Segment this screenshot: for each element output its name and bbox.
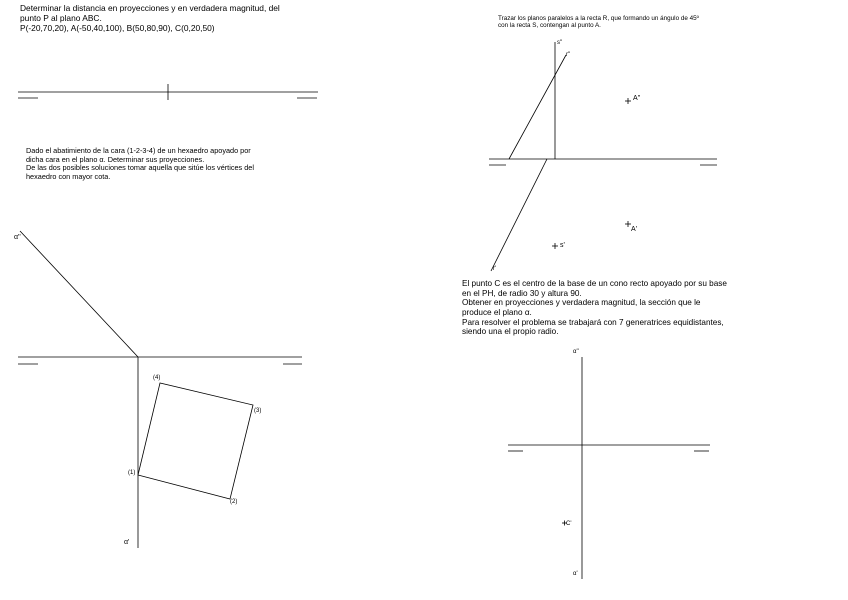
- p2-line-r-vertical: [509, 55, 566, 159]
- p4-label-C1: C': [566, 521, 572, 527]
- problem-2-line: Trazar los planos paralelos a la recta R, que formando un ángulo de 45º: [498, 15, 699, 22]
- p3-face-1-2-3-4: [138, 383, 253, 499]
- problem-1-line: P(-20,70,20), A(-50,40,100), B(50,80,90), C(0,20,50): [20, 22, 215, 33]
- p2-line-r-horizontal: [491, 159, 547, 271]
- problem-4-line: Para resolver el problema se trabajará con 7 generatrices equidistantes,: [462, 317, 724, 327]
- problem-4-line: El punto C es el centro de la base de un cono recto apoyado por su base: [462, 279, 727, 288]
- p4-label-alpha2: α'': [573, 349, 579, 355]
- p2-label-r1: r': [493, 266, 497, 272]
- problem-3-line: De las dos posibles soluciones tomar aquella que sitúe los vértices del: [26, 163, 254, 173]
- p3-alpha-vertical-trace: [20, 231, 138, 357]
- problem-4-line: siendo una el propio radio.: [462, 327, 559, 337]
- p4-label-alpha1: α': [573, 571, 578, 577]
- p2-label-r2: r'': [566, 52, 571, 58]
- p3-label-vertex-2: (2): [230, 499, 238, 505]
- problem-3-line: Dado el abatimiento de la cara (1-2-3-4) de un hexaedro apoyado por: [26, 146, 251, 155]
- problem-1-line: Determinar la distancia en proyecciones y en verdadera magnitud, del: [20, 3, 280, 13]
- problem-1-line: punto P al plano ABC.: [20, 12, 102, 23]
- problem-3-line: hexaedro con mayor cota.: [26, 171, 111, 181]
- problem-4-line: produce el plano α.: [462, 308, 532, 318]
- p3-label-alpha1: α': [124, 539, 130, 546]
- p3-label-vertex-3: (3): [254, 408, 262, 414]
- p2-label-A1: A': [631, 226, 638, 233]
- problem-3-line: dicha cara en el plano α. Determinar sus proyecciones.: [26, 154, 205, 164]
- p2-label-s1: s': [560, 242, 565, 249]
- problem-4-line: en el PH, de radio 30 y altura 90.: [462, 288, 582, 298]
- p3-label-vertex-1: (1): [128, 470, 136, 476]
- problem-4-line: Obtener en proyecciones y verdadera magnitud, la sección que le: [462, 298, 701, 308]
- p3-label-alpha2: α'': [14, 234, 21, 241]
- p3-label-vertex-4: (4): [153, 375, 161, 381]
- problem-2-line: con la recta S, contengan al punto A.: [498, 22, 601, 30]
- p2-label-s2: s'': [557, 40, 563, 46]
- p2-label-A2: A'': [633, 95, 641, 102]
